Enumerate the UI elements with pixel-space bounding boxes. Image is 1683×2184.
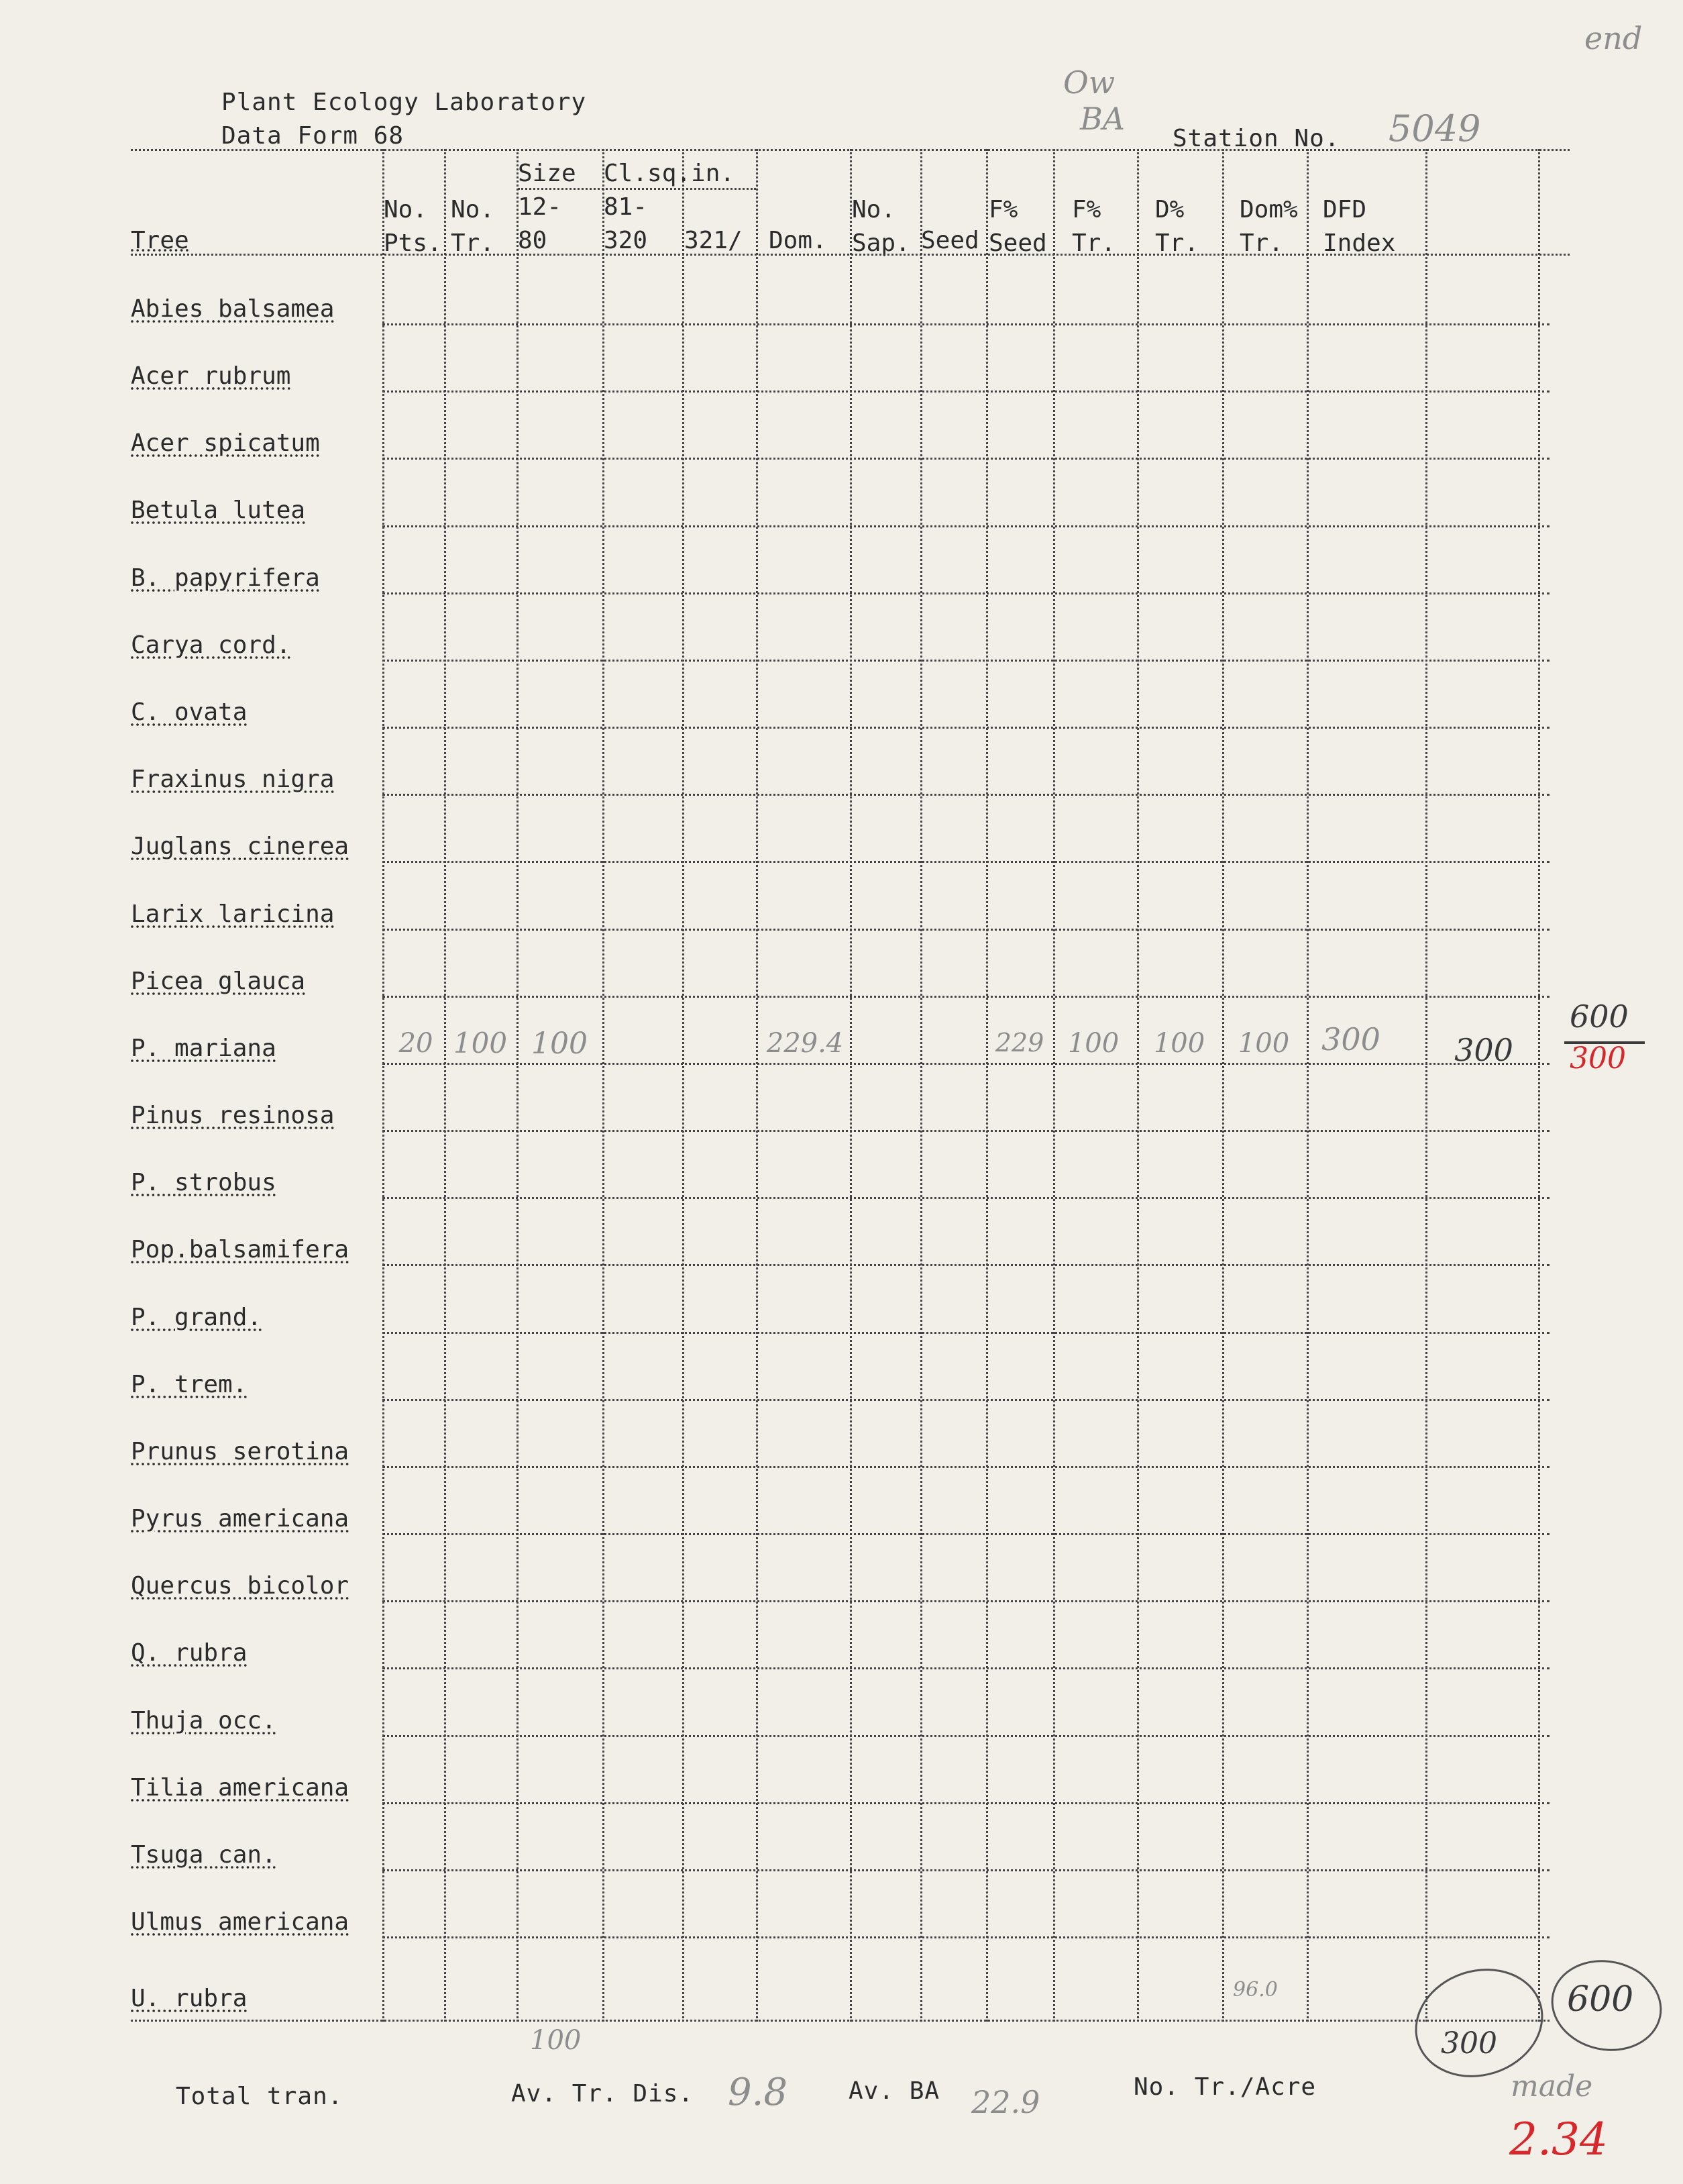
col-line [1307,149,1309,2022]
col-header-321: 321/ [684,227,743,254]
species-label: Carya cord. [131,631,291,659]
species-label: Pinus resinosa [131,1102,335,1129]
pencil-note-ba: BA [1080,101,1126,137]
row-line [382,1533,1550,1535]
mariana-no-pts: 20 [398,1028,433,1059]
row-line [382,1936,1550,1938]
col-line [1053,149,1055,2022]
species-label: Picea glauca [131,968,306,995]
col-header-dom: Dom. [769,227,827,254]
row-line [382,1332,1550,1334]
col-line [682,149,684,2022]
col-header-no-pts: No. Pts. [384,196,442,257]
col-line [986,149,988,2022]
mariana-extra: 300 [1454,1032,1513,1068]
species-label: Prunus serotina [131,1438,349,1465]
row-line [382,1466,1550,1468]
species-label: U. rubra [131,1985,248,2012]
mariana-d-tr: 100 [1153,1028,1205,1059]
species-label: Pop.balsamifera [131,1236,349,1263]
station-label: Station No. [1173,125,1340,152]
row-line [382,1399,1550,1401]
species-label: Tilia americana [131,1774,349,1802]
species-label: Fraxinus nigra [131,766,335,793]
col-header-no-sap: No. Sap. [852,196,910,257]
species-label: Abies balsamea [131,295,335,323]
col-header-f-tr: F% Tr. [1072,196,1116,257]
circled-300-value: 300 [1441,2026,1497,2061]
col-header-size-b: Cl.sq.in. [604,160,735,187]
av-ba-label: Av. BA [849,2077,940,2105]
col-line [1425,149,1427,2022]
col-header-12-80: 12- 80 [518,193,562,254]
row-line [131,2020,1550,2022]
col-header-dom-tr: Dom% Tr. [1240,196,1298,257]
row-line [382,458,1550,460]
row-line [382,1130,1550,1132]
species-label: Ulmus americana [131,1908,349,1936]
row-line [382,996,1550,998]
mariana-f-seed: 229 [995,1028,1044,1057]
red-value: 2.34 [1509,2114,1608,2165]
mariana-dom-tr: 100 [1238,1028,1290,1059]
row-line [382,1600,1550,1602]
row-line [382,861,1550,863]
av-tr-dis-value: 9.8 [728,2071,788,2114]
no-tr-acre-label: No. Tr./Acre [1134,2073,1317,2101]
row-line [382,592,1550,594]
mariana-dom: 229.4 [766,1028,844,1059]
col-header-dfd-index: DFD Index [1323,196,1396,257]
row-line [382,929,1550,931]
col-line [382,149,384,2022]
margin-value-600: 600 [1570,998,1629,1035]
species-label: Juglans cinerea [131,833,349,860]
species-label: Pyrus americana [131,1505,349,1532]
species-label: Thuja occ. [131,1707,276,1734]
mariana-size-12-80: 100 [531,1027,588,1061]
col-header-no-tr: No. Tr. [451,196,495,257]
species-label: Quercus bicolor [131,1572,349,1600]
species-label: Betula lutea [131,497,306,524]
row-line [382,1802,1550,1804]
row-line [382,660,1550,662]
col-header-81-320: 81- 320 [604,193,648,254]
col-header-tree: Tree [131,227,189,254]
species-label: Tsuga can. [131,1841,276,1869]
col-header-seed: Seed [921,227,979,254]
col-header-d-tr: D% Tr. [1155,196,1199,257]
top-right-note: end [1584,20,1643,56]
dom-tr-total-note: 96.0 [1233,1978,1278,2001]
row-line [382,1869,1550,1871]
col-line [920,149,922,2022]
species-label: Acer spicatum [131,429,320,457]
col-line [602,149,604,2022]
row-line [382,1063,1550,1065]
av-tr-dis-label: Av. Tr. Dis. [511,2080,694,2108]
row-line [382,1735,1550,1737]
col-header-f-seed: F% Seed [989,196,1047,257]
col-header-size-a: Size [518,160,576,187]
species-label: C. ovata [131,698,248,726]
species-label: B. papyrifera [131,564,320,592]
species-label: Larix laricina [131,900,335,928]
row-line [382,1264,1550,1266]
row-line [382,1197,1550,1199]
made-note: made [1511,2069,1593,2103]
species-label: P. strobus [131,1169,276,1196]
col-line [444,149,446,2022]
margin-value-struck: 300 [1570,1041,1626,1076]
lab-title: Plant Ecology Laboratory [221,89,587,116]
species-label: P. grand. [131,1304,262,1331]
col-line [1538,149,1540,2022]
row-line [382,323,1550,325]
mariana-f-tr: 100 [1067,1028,1120,1059]
species-label: P. mariana [131,1035,276,1062]
av-ba-value: 22.9 [971,2084,1040,2120]
pencil-note-ow: Ow [1063,64,1116,101]
species-label: P. trem. [131,1371,248,1398]
above-total-note: 100 [530,2025,582,2056]
mariana-dfd-index: 300 [1321,1021,1380,1057]
row-line [382,794,1550,796]
form-title: Data Form 68 [221,122,404,150]
station-number: 5049 [1389,107,1481,150]
row-line [382,1667,1550,1669]
row-line [382,391,1550,393]
circled-600-value: 600 [1567,1979,1634,2020]
col-line [1137,149,1139,2022]
col-line [756,149,758,2022]
col-line [850,149,852,2022]
col-line [1222,149,1224,2022]
row-line [382,727,1550,729]
mariana-no-tr: 100 [453,1027,508,1059]
col-line [517,149,519,2022]
row-line [382,525,1550,527]
total-tran-label: Total tran. [176,2083,343,2110]
species-label: Q. rubra [131,1639,248,1667]
species-label: Acer rubrum [131,362,291,390]
